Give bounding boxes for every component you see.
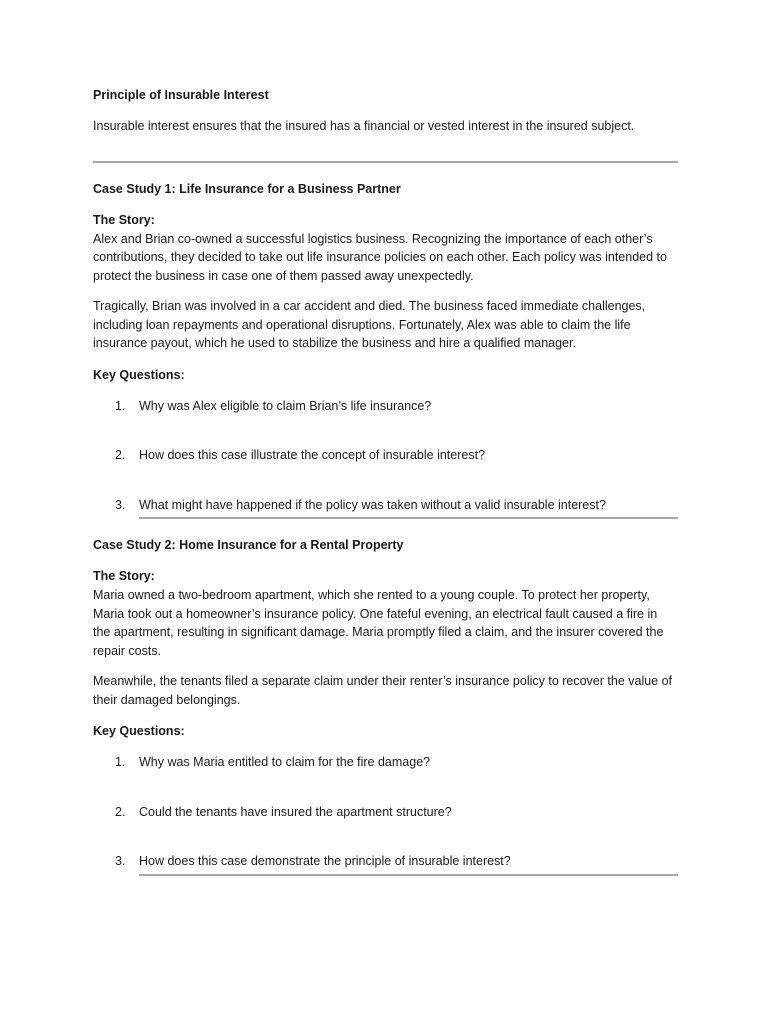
question-number: 3. <box>115 497 126 512</box>
question-text: Could the tenants have insured the apartment structure? <box>139 804 452 819</box>
list-item <box>93 803 678 822</box>
list-item <box>93 496 678 515</box>
list-item <box>93 446 678 465</box>
question-number: 1. <box>115 398 126 413</box>
case1-story-paragraph-1: Alex and Brian co-owned a successful logistics business. Recognizing the importance of each other’s contributions, they decided to take out life insurance policies on each other. Each policy was intended to protect the business in case one of them passed away unexpectedly. <box>93 231 667 283</box>
list-item <box>93 753 678 772</box>
case1-story-label: The Story: <box>93 212 155 227</box>
case2-questions-list <box>93 753 678 871</box>
intro-title: Principle of Insurable Interest <box>93 88 269 102</box>
question-text: How does this case illustrate the concept of insurable interest? <box>139 448 486 462</box>
case1-story-paragraph-2: Tragically, Brian was involved in a car accident and died. The business faced immediate challenges, including loan repayments and operational disruptions. Fortunately, Alex was able to claim the life insurance payout, which he used to stabilize the business and hire a qualified manager. <box>93 299 646 350</box>
case2-story-paragraph-2: Meanwhile, the tenants filed a separate claim under their renter’s insurance policy to recover the value of their damaged belongings. <box>93 674 673 707</box>
case1-title: Case Study 1: Life Insurance for a Business Partner <box>93 181 401 196</box>
question-number: 2. <box>115 804 126 819</box>
case1-questions-list <box>93 397 678 515</box>
case2-questions-label: Key Questions: <box>93 724 185 738</box>
question-text: Why was Alex eligible to claim Brian’s life insurance? <box>139 398 432 413</box>
list-item <box>93 397 678 416</box>
question-number: 3. <box>115 854 126 868</box>
question-text: What might have happened if the policy was taken without a valid insurable interest? <box>139 497 606 512</box>
question-text: How does this case demonstrate the principle of insurable interest? <box>139 854 511 868</box>
case2-title: Case Study 2: Home Insurance for a Rental Property <box>93 538 404 552</box>
section-divider <box>139 874 678 876</box>
question-text: Why was Maria entitled to claim for the fire damage? <box>139 755 431 769</box>
case2-story-label: The Story: <box>93 569 155 583</box>
list-item <box>93 852 678 871</box>
case1-questions-label: Key Questions: <box>93 367 185 382</box>
document-page <box>93 86 678 876</box>
intro-text: Insurable interest ensures that the insured has a financial or vested interest in the insured subject. <box>93 119 635 133</box>
case2-story-paragraph-1: Maria owned a two-bedroom apartment, which she rented to a young couple. To protect her property, Maria took out a homeowner’s insurance policy. One fateful evening, an electrical fault caused a fire in the apartment, resulting in significant damage. Maria promptly filed a claim, and the insurer covered the repair costs. <box>93 588 664 658</box>
question-number: 2. <box>115 448 126 462</box>
question-number: 1. <box>115 755 126 769</box>
